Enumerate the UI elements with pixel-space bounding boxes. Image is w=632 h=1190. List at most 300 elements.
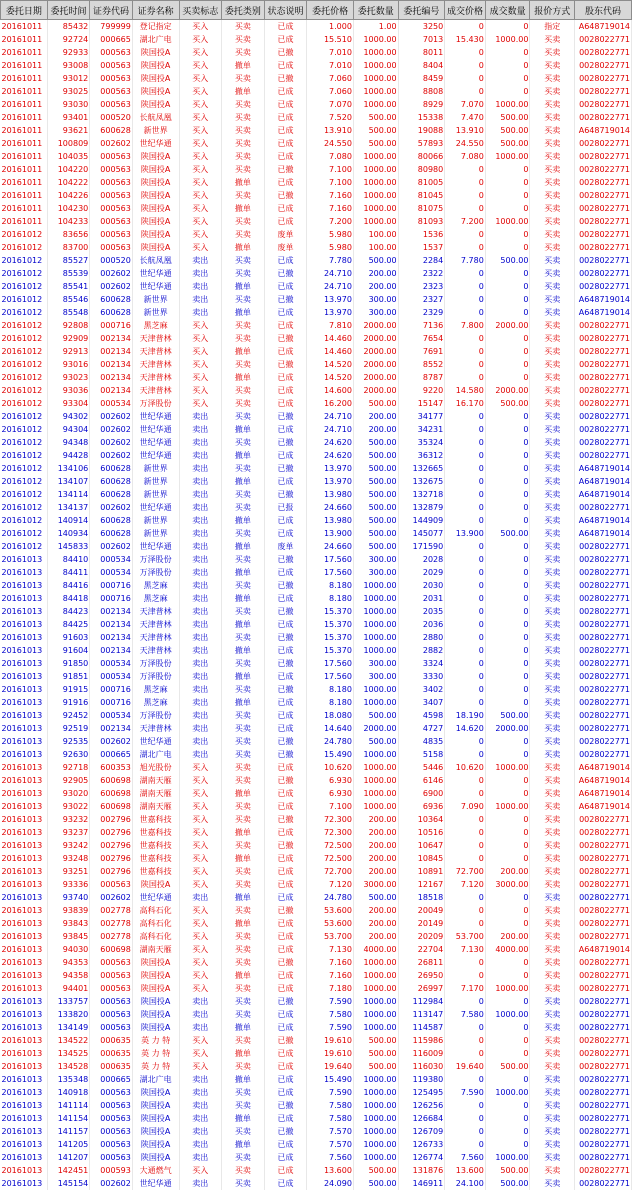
table-row[interactable] — [1, 228, 632, 241]
cell-qty: 1000.00 — [353, 1112, 398, 1125]
table-row[interactable] — [1, 813, 632, 826]
cell-holder: 0028022771 — [575, 410, 632, 423]
cell-time: 141207 — [47, 1151, 90, 1164]
table-row[interactable] — [1, 943, 632, 956]
table-row[interactable] — [1, 774, 632, 787]
cell-date: 20161012 — [1, 319, 48, 332]
table-row[interactable] — [1, 1177, 632, 1190]
cell-order-no: 10647 — [398, 839, 445, 852]
cell-side: 买入 — [179, 865, 222, 878]
table-row[interactable] — [1, 189, 632, 202]
cell-order-no: 3330 — [398, 670, 445, 683]
cell-fill-qty: 0 — [485, 72, 530, 85]
cell-order-no: 126733 — [398, 1138, 445, 1151]
cell-type: 买卖 — [222, 358, 265, 371]
table-row[interactable] — [1, 865, 632, 878]
cell-holder: A648719014 — [575, 306, 632, 319]
cell-time: 92909 — [47, 332, 90, 345]
cell-fill-price: 0 — [445, 345, 486, 358]
cell-type: 买卖 — [222, 98, 265, 111]
cell-fill-price: 0 — [445, 748, 486, 761]
cell-fill-qty: 0 — [485, 85, 530, 98]
table-row[interactable] — [1, 267, 632, 280]
table-row[interactable] — [1, 787, 632, 800]
cell-qty: 300.00 — [353, 670, 398, 683]
cell-qty: 1000.00 — [353, 631, 398, 644]
cell-fill-price: 0 — [445, 72, 486, 85]
cell-quote-type: 买卖 — [530, 358, 575, 371]
table-row[interactable] — [1, 722, 632, 735]
cell-qty: 3000.00 — [353, 878, 398, 891]
cell-code: 000716 — [90, 696, 133, 709]
table-row[interactable] — [1, 540, 632, 553]
cell-holder: 0028022771 — [575, 189, 632, 202]
cell-status: 已成 — [264, 527, 307, 540]
cell-name: 英 力 特 — [132, 1060, 179, 1073]
cell-type: 买卖 — [222, 462, 265, 475]
cell-fill-price: 0 — [445, 501, 486, 514]
cell-time: 134107 — [47, 475, 90, 488]
cell-time: 93248 — [47, 852, 90, 865]
cell-side: 卖出 — [179, 475, 222, 488]
cell-quote-type: 买卖 — [530, 345, 575, 358]
cell-name: 陕国投A — [132, 878, 179, 891]
cell-side: 买入 — [179, 98, 222, 111]
cell-order-no: 4727 — [398, 722, 445, 735]
cell-date: 20161011 — [1, 111, 48, 124]
cell-name: 天津普林 — [132, 332, 179, 345]
cell-code: 000563 — [90, 1112, 133, 1125]
cell-type: 撤单 — [222, 696, 265, 709]
cell-fill-price: 0 — [445, 774, 486, 787]
table-row[interactable] — [1, 1112, 632, 1125]
cell-holder: 0028022771 — [575, 397, 632, 410]
table-row[interactable] — [1, 644, 632, 657]
cell-name: 天津普林 — [132, 605, 179, 618]
table-row[interactable] — [1, 969, 632, 982]
table-row[interactable] — [1, 20, 632, 34]
cell-price: 8.180 — [307, 579, 354, 592]
cell-holder: 0028022771 — [575, 1008, 632, 1021]
cell-date: 20161013 — [1, 995, 48, 1008]
cell-type: 买卖 — [222, 1008, 265, 1021]
table-row[interactable] — [1, 917, 632, 930]
table-row[interactable] — [1, 956, 632, 969]
table-row[interactable] — [1, 527, 632, 540]
table-row[interactable] — [1, 852, 632, 865]
cell-status: 已撤 — [264, 553, 307, 566]
cell-fill-qty: 0 — [485, 501, 530, 514]
cell-status: 已成 — [264, 1021, 307, 1034]
table-row[interactable] — [1, 1138, 632, 1151]
column-header-side[interactable]: 买卖标志 — [179, 1, 222, 20]
cell-time: 141154 — [47, 1112, 90, 1125]
cell-status: 已成 — [264, 670, 307, 683]
cell-qty: 2000.00 — [353, 332, 398, 345]
table-row[interactable] — [1, 618, 632, 631]
table-row[interactable] — [1, 98, 632, 111]
table-row[interactable] — [1, 176, 632, 189]
cell-fill-price: 0 — [445, 306, 486, 319]
table-row[interactable] — [1, 605, 632, 618]
cell-code: 600628 — [90, 527, 133, 540]
cell-name: 万泽股份 — [132, 657, 179, 670]
table-row[interactable] — [1, 462, 632, 475]
cell-qty: 500.00 — [353, 397, 398, 410]
cell-side: 卖出 — [179, 1008, 222, 1021]
cell-type: 撤单 — [222, 241, 265, 254]
cell-qty: 500.00 — [353, 1164, 398, 1177]
cell-type: 撤单 — [222, 1112, 265, 1125]
table-row[interactable] — [1, 501, 632, 514]
cell-date: 20161011 — [1, 85, 48, 98]
table-row[interactable] — [1, 683, 632, 696]
cell-date: 20161013 — [1, 670, 48, 683]
cell-date: 20161013 — [1, 644, 48, 657]
cell-status: 已撤 — [264, 488, 307, 501]
table-row[interactable] — [1, 46, 632, 59]
cell-code: 000563 — [90, 1086, 133, 1099]
cell-time: 92718 — [47, 761, 90, 774]
cell-type: 买卖 — [222, 553, 265, 566]
cell-holder: 0028022771 — [575, 98, 632, 111]
cell-fill-qty: 4000.00 — [485, 943, 530, 956]
column-header-fill-price[interactable]: 成交价格 — [445, 1, 486, 20]
table-row[interactable] — [1, 319, 632, 332]
table-row[interactable] — [1, 748, 632, 761]
table-row[interactable] — [1, 449, 632, 462]
table-row[interactable] — [1, 1060, 632, 1073]
cell-side: 买入 — [179, 332, 222, 345]
cell-fill-price: 0 — [445, 241, 486, 254]
cell-code: 002134 — [90, 345, 133, 358]
cell-price: 14.600 — [307, 384, 354, 397]
column-header-fill-qty[interactable]: 成交数量 — [485, 1, 530, 20]
cell-price: 7.160 — [307, 189, 354, 202]
column-header-quote-type[interactable]: 报价方式 — [530, 1, 575, 20]
cell-fill-qty: 500.00 — [485, 1060, 530, 1073]
table-row[interactable] — [1, 254, 632, 267]
cell-quote-type: 买卖 — [530, 501, 575, 514]
column-header-security-code[interactable]: 证券代码 — [90, 1, 133, 20]
cell-side: 买入 — [179, 787, 222, 800]
cell-code: 000716 — [90, 319, 133, 332]
table-row[interactable] — [1, 202, 632, 215]
table-row[interactable] — [1, 1151, 632, 1164]
cell-name: 黑芝麻 — [132, 579, 179, 592]
cell-qty: 200.00 — [353, 813, 398, 826]
cell-type: 买卖 — [222, 1164, 265, 1177]
cell-quote-type: 买卖 — [530, 644, 575, 657]
table-row[interactable] — [1, 1086, 632, 1099]
cell-fill-qty: 0 — [485, 657, 530, 670]
cell-quote-type: 买卖 — [530, 1034, 575, 1047]
table-row[interactable] — [1, 1125, 632, 1138]
cell-qty: 1000.00 — [353, 215, 398, 228]
table-row[interactable] — [1, 59, 632, 72]
table-row[interactable] — [1, 280, 632, 293]
cell-name: 陕国投A — [132, 228, 179, 241]
table-row[interactable] — [1, 982, 632, 995]
cell-qty: 1000.00 — [353, 748, 398, 761]
table-row[interactable] — [1, 137, 632, 150]
cell-code: 000563 — [90, 59, 133, 72]
table-row[interactable] — [1, 1073, 632, 1086]
table-row[interactable] — [1, 215, 632, 228]
column-header-order-price[interactable]: 委托价格 — [307, 1, 354, 20]
cell-quote-type: 买卖 — [530, 124, 575, 137]
cell-name: 高科石化 — [132, 917, 179, 930]
table-row[interactable] — [1, 371, 632, 384]
cell-status: 已成 — [264, 592, 307, 605]
table-row[interactable] — [1, 761, 632, 774]
cell-status: 已成 — [264, 319, 307, 332]
cell-name: 英 力 特 — [132, 1047, 179, 1060]
table-row[interactable] — [1, 332, 632, 345]
cell-date: 20161011 — [1, 59, 48, 72]
cell-name: 世纪华通 — [132, 501, 179, 514]
cell-name: 世嘉科技 — [132, 865, 179, 878]
cell-qty: 500.00 — [353, 436, 398, 449]
column-header-order-qty[interactable]: 委托数量 — [353, 1, 398, 20]
cell-price: 7.560 — [307, 1151, 354, 1164]
cell-fill-qty: 0 — [485, 995, 530, 1008]
column-header-holder-code[interactable]: 股东代码 — [575, 1, 632, 20]
cell-name: 湖北广电 — [132, 33, 179, 46]
cell-date: 20161012 — [1, 488, 48, 501]
cell-side: 卖出 — [179, 995, 222, 1008]
cell-order-no: 132665 — [398, 462, 445, 475]
cell-fill-price: 7.170 — [445, 982, 486, 995]
cell-quote-type: 买卖 — [530, 774, 575, 787]
table-row[interactable] — [1, 592, 632, 605]
table-row[interactable] — [1, 397, 632, 410]
cell-side: 卖出 — [179, 1125, 222, 1138]
table-row[interactable] — [1, 345, 632, 358]
cell-side: 买入 — [179, 358, 222, 371]
cell-name: 世纪华通 — [132, 436, 179, 449]
cell-name: 世纪华通 — [132, 735, 179, 748]
cell-name: 天津普林 — [132, 631, 179, 644]
cell-type: 买卖 — [222, 501, 265, 514]
cell-fill-qty: 0 — [485, 540, 530, 553]
table-row[interactable] — [1, 631, 632, 644]
column-header-order-type[interactable]: 委托类别 — [222, 1, 265, 20]
column-header-status[interactable]: 状态说明 — [264, 1, 307, 20]
table-row[interactable] — [1, 488, 632, 501]
cell-side: 卖出 — [179, 631, 222, 644]
table-row[interactable] — [1, 904, 632, 917]
cell-time: 94304 — [47, 423, 90, 436]
cell-price: 24.710 — [307, 280, 354, 293]
column-header-order-no[interactable]: 委托编号 — [398, 1, 445, 20]
cell-date: 20161013 — [1, 878, 48, 891]
cell-fill-price: 16.170 — [445, 397, 486, 410]
cell-order-no: 2322 — [398, 267, 445, 280]
cell-order-no: 35324 — [398, 436, 445, 449]
cell-fill-price: 0 — [445, 176, 486, 189]
cell-price: 14.520 — [307, 358, 354, 371]
table-row[interactable] — [1, 839, 632, 852]
table-row[interactable] — [1, 384, 632, 397]
cell-status: 已成 — [264, 1086, 307, 1099]
table-row[interactable] — [1, 410, 632, 423]
cell-order-no: 80980 — [398, 163, 445, 176]
cell-name: 高科石化 — [132, 930, 179, 943]
table-row[interactable] — [1, 293, 632, 306]
cell-name: 陕国投A — [132, 202, 179, 215]
cell-code: 002602 — [90, 436, 133, 449]
table-row[interactable] — [1, 709, 632, 722]
cell-status: 已成 — [264, 345, 307, 358]
cell-date: 20161013 — [1, 761, 48, 774]
cell-holder: 0028022771 — [575, 1177, 632, 1190]
cell-side: 卖出 — [179, 254, 222, 267]
table-row[interactable] — [1, 150, 632, 163]
cell-side: 买入 — [179, 982, 222, 995]
cell-name: 新世界 — [132, 475, 179, 488]
cell-name: 万泽股份 — [132, 670, 179, 683]
cell-code: 002134 — [90, 722, 133, 735]
cell-name: 万泽股份 — [132, 566, 179, 579]
table-row[interactable] — [1, 1021, 632, 1034]
cell-time: 93251 — [47, 865, 90, 878]
cell-time: 93030 — [47, 98, 90, 111]
cell-status: 已撤 — [264, 46, 307, 59]
cell-quote-type: 买卖 — [530, 1151, 575, 1164]
cell-qty: 100.00 — [353, 228, 398, 241]
table-row[interactable] — [1, 514, 632, 527]
table-row[interactable] — [1, 306, 632, 319]
table-row[interactable] — [1, 826, 632, 839]
cell-status: 已成 — [264, 254, 307, 267]
cell-price: 19.640 — [307, 1060, 354, 1073]
cell-qty: 1000.00 — [353, 1099, 398, 1112]
cell-fill-qty: 0 — [485, 462, 530, 475]
table-row[interactable] — [1, 33, 632, 46]
cell-price: 72.500 — [307, 852, 354, 865]
table-row[interactable] — [1, 735, 632, 748]
cell-date: 20161013 — [1, 1034, 48, 1047]
table-row[interactable] — [1, 995, 632, 1008]
cell-fill-qty: 0 — [485, 787, 530, 800]
cell-date: 20161013 — [1, 579, 48, 592]
cell-side: 买入 — [179, 371, 222, 384]
table-row[interactable] — [1, 1047, 632, 1060]
table-row[interactable] — [1, 566, 632, 579]
cell-side: 卖出 — [179, 644, 222, 657]
cell-type: 买卖 — [222, 657, 265, 670]
table-row[interactable] — [1, 111, 632, 124]
cell-code: 000563 — [90, 878, 133, 891]
column-header-order-date[interactable]: 委托日期 — [1, 1, 48, 20]
cell-date: 20161013 — [1, 696, 48, 709]
table-row[interactable] — [1, 1008, 632, 1021]
cell-side: 买入 — [179, 202, 222, 215]
table-row[interactable] — [1, 930, 632, 943]
table-row[interactable] — [1, 423, 632, 436]
table-row[interactable] — [1, 163, 632, 176]
table-row[interactable] — [1, 1164, 632, 1177]
cell-side: 买入 — [179, 956, 222, 969]
cell-price: 15.370 — [307, 618, 354, 631]
cell-quote-type: 买卖 — [530, 865, 575, 878]
table-row[interactable] — [1, 696, 632, 709]
cell-fill-price: 0 — [445, 956, 486, 969]
cell-order-no: 34177 — [398, 410, 445, 423]
cell-order-no: 8459 — [398, 72, 445, 85]
cell-type: 撤单 — [222, 514, 265, 527]
table-row[interactable] — [1, 1034, 632, 1047]
cell-order-no: 126256 — [398, 1099, 445, 1112]
table-row[interactable] — [1, 358, 632, 371]
table-row[interactable] — [1, 657, 632, 670]
cell-time: 134522 — [47, 1034, 90, 1047]
cell-fill-price: 0 — [445, 228, 486, 241]
cell-fill-price: 0 — [445, 436, 486, 449]
cell-name: 天津普林 — [132, 644, 179, 657]
table-row[interactable] — [1, 878, 632, 891]
column-header-order-time[interactable]: 委托时间 — [47, 1, 90, 20]
cell-holder: 0028022771 — [575, 254, 632, 267]
cell-date: 20161011 — [1, 98, 48, 111]
table-row[interactable] — [1, 579, 632, 592]
cell-fill-qty: 0 — [485, 826, 530, 839]
cell-fill-price: 18.190 — [445, 709, 486, 722]
table-row[interactable] — [1, 475, 632, 488]
table-row[interactable] — [1, 553, 632, 566]
cell-quote-type: 买卖 — [530, 579, 575, 592]
cell-type: 撤单 — [222, 618, 265, 631]
cell-fill-qty: 0 — [485, 1047, 530, 1060]
cell-quote-type: 买卖 — [530, 397, 575, 410]
cell-order-no: 36312 — [398, 449, 445, 462]
cell-name: 湖南天雁 — [132, 774, 179, 787]
table-row[interactable] — [1, 891, 632, 904]
cell-qty: 2000.00 — [353, 319, 398, 332]
cell-date: 20161012 — [1, 241, 48, 254]
cell-order-no: 146911 — [398, 1177, 445, 1190]
table-row[interactable] — [1, 436, 632, 449]
table-row[interactable] — [1, 85, 632, 98]
cell-fill-qty: 0 — [485, 449, 530, 462]
cell-status: 已成 — [264, 982, 307, 995]
cell-fill-price: 53.700 — [445, 930, 486, 943]
table-row[interactable] — [1, 670, 632, 683]
table-row[interactable] — [1, 72, 632, 85]
cell-holder: 0028022771 — [575, 839, 632, 852]
cell-date: 20161013 — [1, 813, 48, 826]
table-row[interactable] — [1, 124, 632, 137]
cell-type: 撤单 — [222, 566, 265, 579]
table-row[interactable] — [1, 1099, 632, 1112]
cell-status: 已成 — [264, 1073, 307, 1086]
cell-holder: 0028022771 — [575, 423, 632, 436]
cell-fill-price: 0 — [445, 85, 486, 98]
column-header-security-name[interactable]: 证券名称 — [132, 1, 179, 20]
cell-name: 陕国投A — [132, 1125, 179, 1138]
table-row[interactable] — [1, 800, 632, 813]
cell-quote-type: 买卖 — [530, 956, 575, 969]
cell-fill-qty: 0 — [485, 969, 530, 982]
cell-fill-qty: 1000.00 — [485, 982, 530, 995]
cell-side: 卖出 — [179, 1151, 222, 1164]
cell-order-no: 2028 — [398, 553, 445, 566]
cell-quote-type: 买卖 — [530, 371, 575, 384]
cell-date: 20161013 — [1, 1086, 48, 1099]
cell-fill-qty: 1000.00 — [485, 1086, 530, 1099]
table-row[interactable] — [1, 241, 632, 254]
